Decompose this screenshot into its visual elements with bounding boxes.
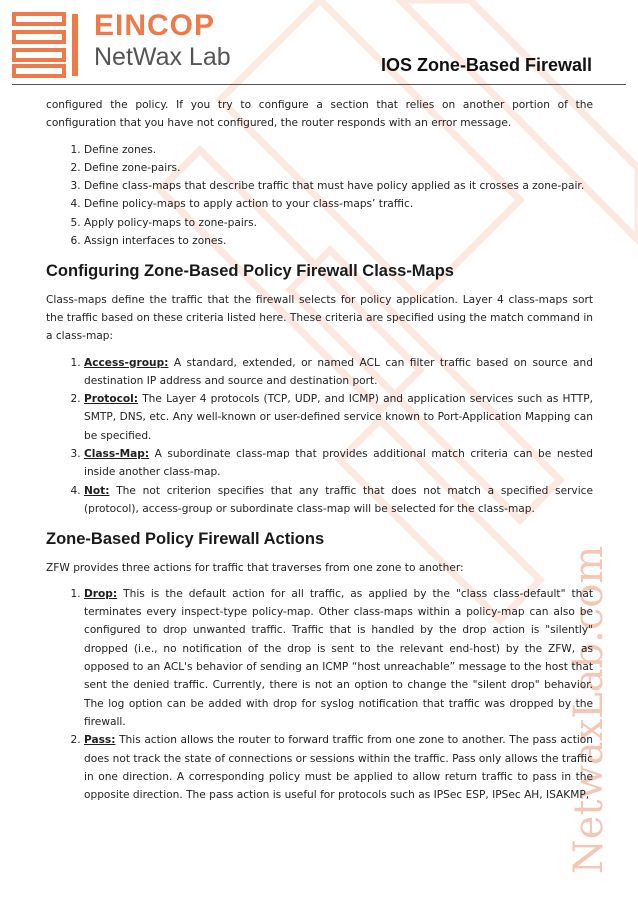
document-title: IOS Zone-Based Firewall (380, 55, 592, 75)
logo-brand-bottom: NetWax Lab (94, 43, 231, 71)
list-item: 6. Assign interfaces to zones. (84, 232, 593, 250)
list-item: 4. Define policy-maps to apply action to your class-maps’ traffic. (84, 195, 593, 213)
list-item: 2. Define zone-pairs. (84, 159, 593, 177)
list-item (84, 354, 593, 391)
svg-text:NetwaxLab.com: NetwaxLab.com (566, 545, 612, 875)
list-item (84, 445, 593, 482)
firewall-actions-list (46, 585, 593, 805)
list-term: Class-Map: (84, 448, 150, 461)
list-item (84, 731, 593, 804)
logo-brand-top: EINCOP (94, 9, 216, 42)
list-text: The Layer 4 protocols (TCP, UDP, and ICMP) and application services such as HTTP, SMTP, DNS, etc. Any well-known or user-defined service known to Port-Application Mapping can be specified. (84, 393, 593, 442)
page-content (46, 96, 593, 814)
actions-paragraph: ZFW provides three actions for traffic that traverses from one zone to another: (46, 561, 464, 574)
list-term: Access-group: (84, 356, 169, 369)
section-heading-class-maps: Configuring Zone-Based Policy Firewall Class-Maps (46, 262, 454, 281)
list-item (84, 585, 593, 731)
list-text: This action allows the router to forward traffic from one zone to another. The pass action does not track the state of connections or sessions within the traffic. Pass only allows the traffic in one direction. A corresponding policy must be applied to allow return traffic to pass in the opposite direction. The pass action is useful for protocols such as IPSec ESP, IPSec AH, ISAKMP, (84, 734, 593, 802)
list-item: 5. Apply policy-maps to zone-pairs. (84, 214, 593, 232)
section-heading-actions: Zone-Based Policy Firewall Actions (46, 530, 325, 549)
list-text: A standard, extended, or named ACL can filter traffic based on source and destination IP address and source and destination port. (84, 356, 593, 387)
page-header (0, 0, 638, 90)
intro-paragraph: configured the policy. If you try to configure a section that relies on another portion of the configuration that you have not configured, the router responds with an error message. (46, 99, 593, 130)
list-item: 3. Define class-maps that describe traffic that must have policy applied as it crosses a zone-pair. (84, 177, 593, 195)
list-item (84, 482, 593, 519)
list-term: Pass: (84, 734, 116, 747)
list-text: This is the default action for all traffic, as applied by the "class class-default" that terminates every inspect-type policy-map. Other class-maps within a policy-map can also be configured to drop unwanted traffic. Traffic that is handled by the drop action is "silently" dropped (i.e., no notification of the drop is sent to the relevant end-host) by the ZFW, as opposed to an ACL's behavior of sending an ICMP “host unreachable” message to the host that sent the denied traffic. Currently, there is not an option to change the "silent drop" behavior. The log option can be added with drop for syslog notification that traffic was dropped by the firewall. (84, 587, 593, 728)
list-text: The not criterion specifies that any traffic that does not match a specified service (protocol), access-group or subordinate class-map will be selected for the class-map. (84, 484, 593, 515)
list-text: A subordinate class-map that provides additional match criteria can be nested inside another class-map. (84, 448, 593, 479)
list-term: Drop: (84, 587, 118, 600)
class-map-criteria-list (46, 354, 593, 519)
list-item: 1. Define zones. (84, 141, 593, 159)
list-item (84, 390, 593, 445)
bracket-logo-icon (12, 12, 82, 78)
configuration-steps-list (46, 141, 593, 251)
class-maps-paragraph: Class-maps define the traffic that the firewall selects for policy application. Layer 4 class-maps sort the traffic based on these criteria listed here. These criteria are specified using the match command in a class-map: (46, 293, 593, 343)
list-term: Not: (84, 484, 110, 497)
header-divider (12, 84, 626, 85)
list-term: Protocol: (84, 393, 139, 406)
